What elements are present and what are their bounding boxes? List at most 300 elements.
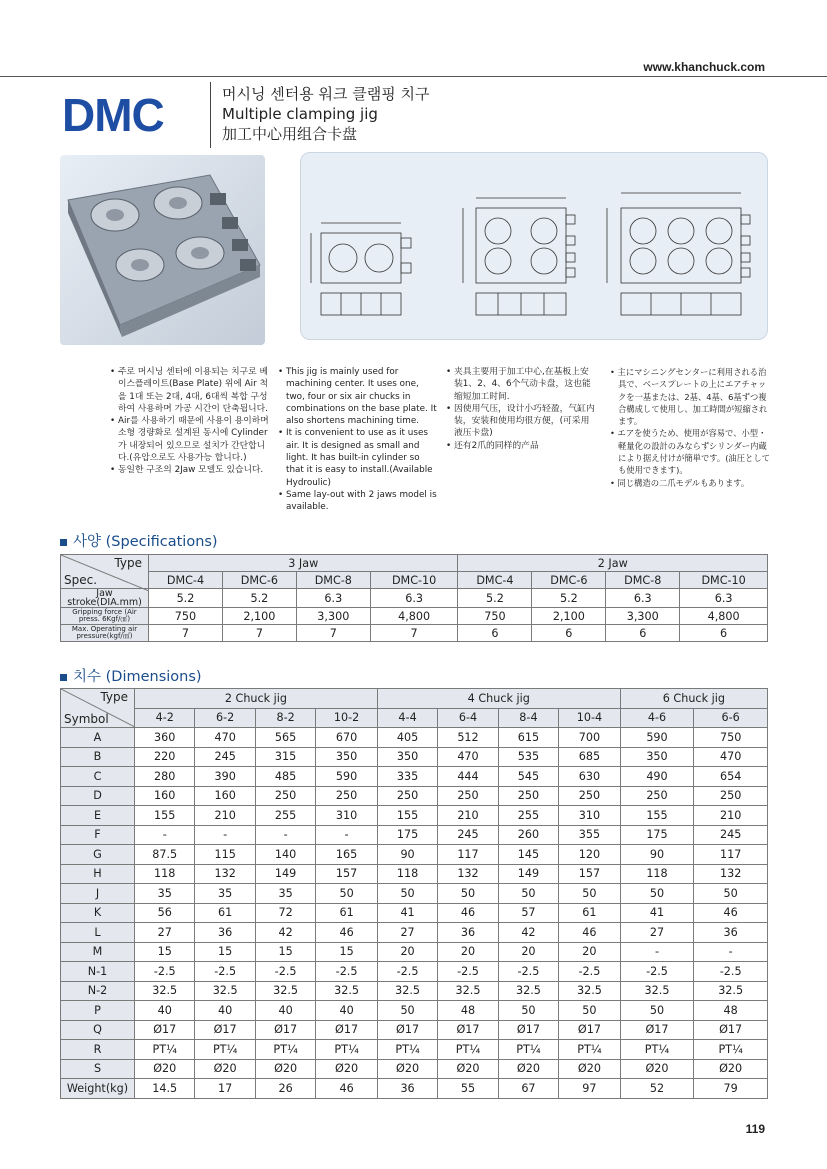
dim-row	[61, 864, 768, 884]
dim-cell: 35	[255, 884, 315, 904]
product-photo	[60, 155, 265, 345]
dim-model: 4-2	[135, 708, 195, 728]
dim-cell: Ø20	[316, 1059, 378, 1079]
dim-cell: 32.5	[438, 981, 498, 1001]
dim-cell: 32.5	[135, 981, 195, 1001]
spec-model: DMC-10	[680, 572, 768, 589]
dim-cell: 245	[694, 825, 768, 845]
spec-cell: 4,800	[680, 608, 768, 625]
dim-cell: 175	[377, 825, 437, 845]
dim-cell: 42	[255, 923, 315, 943]
spec-cell: 2,100	[222, 608, 296, 625]
dim-cell: 355	[559, 825, 621, 845]
bullet-text: 主にマシニングセンターに利用される治具で、ベースプレートの上にエアチャックを一基または、2基、4基、6基ずつ複合構成して使用し、加工時間が短縮されます。	[617, 367, 768, 427]
dim-row	[61, 728, 768, 748]
dim-cell: 56	[135, 903, 195, 923]
dim-cell: 61	[316, 903, 378, 923]
dim-corner-cell	[61, 689, 135, 728]
dim-cell: Ø20	[559, 1059, 621, 1079]
dim-cell: 79	[694, 1079, 768, 1099]
dim-cell: 48	[438, 1001, 498, 1021]
dim-row	[61, 806, 768, 826]
dim-symbol: Q	[61, 1020, 135, 1040]
dim-cell: 97	[559, 1079, 621, 1099]
dim-cell: 32.5	[620, 981, 694, 1001]
dim-cell: 40	[316, 1001, 378, 1021]
spec-cell: 4,800	[370, 608, 458, 625]
dim-cell: 32.5	[694, 981, 768, 1001]
dim-cell: 250	[620, 786, 694, 806]
dim-cell: PT¼	[620, 1040, 694, 1060]
dim-cell: 565	[255, 728, 315, 748]
dim-model-row	[61, 708, 768, 728]
dim-cell: 250	[694, 786, 768, 806]
spec-cell: 6	[532, 625, 606, 642]
dim-cell: -2.5	[195, 962, 255, 982]
dim-cell: 360	[135, 728, 195, 748]
dim-cell: 120	[559, 845, 621, 865]
dim-model: 10-4	[559, 708, 621, 728]
dim-row	[61, 923, 768, 943]
dim-cell: PT¼	[694, 1040, 768, 1060]
dim-cell: Ø17	[255, 1020, 315, 1040]
dim-cell: Ø20	[498, 1059, 558, 1079]
dim-cell: 255	[498, 806, 558, 826]
bullet-text: エアを使うため、使用が容易で、小型・軽量化の設計のみならずシリンダー内蔵により据え付けが簡単です。(油圧としても使用できます)。	[617, 428, 770, 476]
product-photo-illustration	[60, 155, 265, 345]
dim-cell: PT¼	[195, 1040, 255, 1060]
dim-cell: Ø17	[694, 1020, 768, 1040]
dim-cell: 50	[377, 1001, 437, 1021]
dim-cell: 46	[438, 903, 498, 923]
dim-model: 6-2	[195, 708, 255, 728]
dim-cell: -2.5	[255, 962, 315, 982]
dim-cell: 132	[195, 864, 255, 884]
dim-cell: 490	[620, 767, 694, 787]
heading-english: (Dimensions)	[105, 669, 202, 685]
dim-row	[61, 1020, 768, 1040]
dim-cell: 36	[377, 1079, 437, 1099]
dim-cell: 165	[316, 845, 378, 865]
dim-group-2chuck: 2 Chuck jig	[135, 689, 378, 709]
dim-cell: 50	[438, 884, 498, 904]
dim-row	[61, 1040, 768, 1060]
description-english	[278, 366, 438, 514]
dim-model: 4-4	[377, 708, 437, 728]
bullet-text: 주로 머시닝 센터에 이용되는 치구로 베이스플레이트(Base Plate) 위에 Air 척을 1대 또는 2대, 4대, 6대씩 복합 구성하여 사용하며 가공 시간이 단축됩니다.	[118, 367, 269, 414]
dim-cell: 20	[559, 942, 621, 962]
bullet-cn-3: • 还有2爪的同样的产品	[446, 440, 539, 451]
spec-cell: 750	[458, 608, 532, 625]
dim-cell: Ø17	[559, 1020, 621, 1040]
dim-cell: 132	[694, 864, 768, 884]
dim-cell: 55	[438, 1079, 498, 1099]
header-rule	[0, 76, 827, 77]
heading-korean: 사양	[73, 534, 102, 550]
dim-cell: 57	[498, 903, 558, 923]
dim-cell: 46	[559, 923, 621, 943]
dim-symbol: H	[61, 864, 135, 884]
bullet-text: 夹具主要用于加工中心,在基板上安装1、2、4、6个气动卡盘，这也能缩短加工时间.	[454, 367, 591, 402]
section-bullet-icon	[60, 539, 67, 546]
dim-cell: 46	[316, 923, 378, 943]
dim-cell: 36	[438, 923, 498, 943]
spec-cell: 6.3	[296, 589, 370, 608]
spec-cell: 5.2	[532, 589, 606, 608]
spec-cell: 5.2	[149, 589, 223, 608]
dim-row	[61, 767, 768, 787]
dim-cell: 50	[316, 884, 378, 904]
dim-cell: -2.5	[135, 962, 195, 982]
bullet-jp-3: • 同じ構造の二爪モデルもあります。	[610, 477, 750, 488]
dim-cell: PT¼	[498, 1040, 558, 1060]
dim-model: 6-4	[438, 708, 498, 728]
dim-cell: 250	[316, 786, 378, 806]
spec-row-label: Jaw stroke(DIA.mm)	[61, 589, 149, 608]
spec-corner-cell	[61, 555, 149, 589]
dim-cell: 41	[620, 903, 694, 923]
product-titles	[222, 84, 429, 144]
bullet-jp-1: • 主にマシニングセンターに利用される治具で、ベースプレートの上にエアチャックを一基または、2基、4基、6基ずつ複合構成して使用し、加工時間が短縮されます。	[610, 367, 768, 427]
spec-cell: 5.2	[458, 589, 532, 608]
dim-cell: 50	[559, 1001, 621, 1021]
dim-body	[61, 728, 768, 1099]
dim-cell: Ø17	[195, 1020, 255, 1040]
dim-symbol: Weight(kg)	[61, 1079, 135, 1099]
dim-cell: 27	[135, 923, 195, 943]
bullet-text: It is convenient to use as it uses air. It is designed as small and light. It has built-in cylinder so that it is easy to install.(Available Hydroulic)	[286, 428, 433, 488]
dim-cell: PT¼	[438, 1040, 498, 1060]
bullet-text: 还有2爪的同样的产品	[454, 440, 539, 451]
spec-body	[61, 589, 768, 642]
dim-cell: 40	[255, 1001, 315, 1021]
dim-cell: -2.5	[377, 962, 437, 982]
dim-cell: PT¼	[135, 1040, 195, 1060]
corner-type-label: Type	[100, 690, 128, 704]
dim-cell: 14.5	[135, 1079, 195, 1099]
spec-model: DMC-10	[370, 572, 458, 589]
dim-cell: 36	[694, 923, 768, 943]
dimensions-heading	[60, 665, 202, 686]
dim-cell: 149	[255, 864, 315, 884]
bullet-text: 因使用气压，设计小巧轻盈，气缸内装，安装和使用均很方便，(可采用液压卡盘)	[454, 403, 595, 439]
bullet-kr-3: • 동일한 구조의 2Jaw 모델도 있습니다.	[110, 465, 264, 476]
dim-cell: 15	[135, 942, 195, 962]
corner-spec-label: Spec.	[64, 573, 98, 587]
dim-cell: 145	[498, 845, 558, 865]
dim-symbol: R	[61, 1040, 135, 1060]
description-chinese	[446, 366, 596, 452]
dim-cell: 250	[377, 786, 437, 806]
corner-symbol-label: Symbol	[64, 712, 109, 726]
dim-cell: 32.5	[377, 981, 437, 1001]
dim-cell: 27	[620, 923, 694, 943]
dim-symbol: N-2	[61, 981, 135, 1001]
spec-cell: 3,300	[296, 608, 370, 625]
spec-model: DMC-6	[532, 572, 606, 589]
spec-group-3jaw: 3 Jaw	[149, 555, 458, 572]
dim-cell: 50	[559, 884, 621, 904]
bullet-kr-1: • 주로 머시닝 센터에 이용되는 치구로 베이스플레이트(Base Plate) 위에 Air 척을 1대 또는 2대, 4대, 6대씩 복합 구성하여 사용하며 가공 시간이 단축됩니다.	[110, 367, 269, 414]
spec-row	[61, 625, 768, 642]
dim-cell: 310	[559, 806, 621, 826]
title-chinese: 加工中心用组合卡盘	[222, 125, 358, 143]
dim-cell: 35	[135, 884, 195, 904]
dim-cell: Ø17	[377, 1020, 437, 1040]
dim-cell: 50	[620, 884, 694, 904]
heading-english: (Specifications)	[105, 534, 218, 550]
dim-cell: 52	[620, 1079, 694, 1099]
dim-cell: 118	[620, 864, 694, 884]
spec-cell: 7	[149, 625, 223, 642]
dim-cell: -	[620, 942, 694, 962]
dim-cell: 17	[195, 1079, 255, 1099]
dim-cell: 90	[620, 845, 694, 865]
dim-cell: 118	[135, 864, 195, 884]
dim-cell: 50	[694, 884, 768, 904]
bullet-text: Air를 사용하기 때문에 사용이 용이하며 소형 경량화로 설계된 동시에 Cylinder가 내장되어 있으므로 설치가 간단합니다.(유압으로도 사용가능 합니다.)	[118, 416, 269, 464]
dim-cell: 72	[255, 903, 315, 923]
page-number: 119	[745, 1122, 765, 1136]
dim-cell: 40	[135, 1001, 195, 1021]
heading-korean: 치수	[73, 669, 102, 685]
dim-cell: 115	[195, 845, 255, 865]
bullet-kr-2: • Air를 사용하기 때문에 사용이 용이하며 소형 경량화로 설계된 동시에 Cylinder가 내장되어 있으므로 설치가 간단합니다.(유압으로도 사용가능 합니다.)	[110, 416, 269, 464]
dim-cell: -2.5	[559, 962, 621, 982]
dim-cell: 210	[438, 806, 498, 826]
dim-row	[61, 981, 768, 1001]
dim-row	[61, 1001, 768, 1021]
spec-cell: 6.3	[680, 589, 768, 608]
dim-cell: Ø17	[438, 1020, 498, 1040]
dim-cell: 32.5	[316, 981, 378, 1001]
bullet-jp-2: • エアを使うため、使用が容易で、小型・軽量化の設計のみならずシリンダー内蔵により据え付けが簡単です。(油圧としても使用できます)。	[610, 428, 770, 476]
spec-cell: 7	[296, 625, 370, 642]
bullet-en-2: • It is convenient to use as it uses air. It is designed as small and light. It has built-in cylinder so that it is easy to install.(Available Hydroulic)	[278, 428, 433, 488]
dim-cell: 48	[694, 1001, 768, 1021]
dim-cell: 630	[559, 767, 621, 787]
spec-cell: 6.3	[606, 589, 680, 608]
dim-cell: 26	[255, 1079, 315, 1099]
spec-cell: 6	[680, 625, 768, 642]
spec-cell: 750	[149, 608, 223, 625]
dim-cell: Ø17	[135, 1020, 195, 1040]
dim-cell: 245	[195, 747, 255, 767]
spec-row	[61, 589, 768, 608]
dim-group-6chuck: 6 Chuck jig	[620, 689, 767, 709]
specifications-heading	[60, 530, 218, 551]
dim-cell: 50	[620, 1001, 694, 1021]
dim-cell: -	[316, 825, 378, 845]
dim-cell: 157	[559, 864, 621, 884]
dim-cell: 470	[694, 747, 768, 767]
dim-cell: 50	[377, 884, 437, 904]
title-english: Multiple clamping jig	[222, 105, 378, 123]
spec-row	[61, 608, 768, 625]
spec-cell: 3,300	[606, 608, 680, 625]
spec-cell: 6.3	[370, 589, 458, 608]
dim-cell: 250	[498, 786, 558, 806]
dim-cell: 590	[620, 728, 694, 748]
spec-group-2jaw: 2 Jaw	[458, 555, 768, 572]
dim-symbol: B	[61, 747, 135, 767]
dim-cell: 32.5	[559, 981, 621, 1001]
dim-cell: 350	[620, 747, 694, 767]
dim-cell: 155	[377, 806, 437, 826]
dim-cell: -	[195, 825, 255, 845]
dim-cell: -2.5	[498, 962, 558, 982]
dim-cell: 149	[498, 864, 558, 884]
dim-cell: 140	[255, 845, 315, 865]
dim-cell: 444	[438, 767, 498, 787]
dim-cell: 157	[316, 864, 378, 884]
dim-cell: 117	[438, 845, 498, 865]
dim-cell: 46	[316, 1079, 378, 1099]
product-logo: DMC	[62, 89, 164, 141]
dim-cell: 35	[195, 884, 255, 904]
dim-cell: -2.5	[620, 962, 694, 982]
dimensions-table	[60, 688, 768, 1099]
dim-cell: 61	[195, 903, 255, 923]
spec-row-label: Max. Operating air pressure(kgf/㎠)	[61, 625, 149, 642]
dim-cell: 117	[694, 845, 768, 865]
dim-symbol: L	[61, 923, 135, 943]
dim-cell: 160	[135, 786, 195, 806]
dim-cell: 42	[498, 923, 558, 943]
dim-symbol: J	[61, 884, 135, 904]
dim-cell: 32.5	[255, 981, 315, 1001]
dim-cell: 470	[195, 728, 255, 748]
dim-symbol: S	[61, 1059, 135, 1079]
dim-model: 4-6	[620, 708, 694, 728]
dim-cell: 40	[195, 1001, 255, 1021]
dim-cell: 118	[377, 864, 437, 884]
dim-cell: Ø20	[255, 1059, 315, 1079]
spec-cell: 6	[458, 625, 532, 642]
dim-cell: 155	[135, 806, 195, 826]
dim-cell: 590	[316, 767, 378, 787]
dim-symbol: M	[61, 942, 135, 962]
dim-cell: -2.5	[438, 962, 498, 982]
title-divider	[210, 82, 211, 148]
bullet-text: 同じ構造の二爪モデルもあります。	[617, 477, 750, 488]
dim-cell: PT¼	[255, 1040, 315, 1060]
dim-cell: PT¼	[316, 1040, 378, 1060]
dim-symbol: P	[61, 1001, 135, 1021]
dim-cell: -	[694, 942, 768, 962]
spec-cell: 5.2	[222, 589, 296, 608]
spec-cell: 7	[370, 625, 458, 642]
dim-cell: 315	[255, 747, 315, 767]
dim-symbol: A	[61, 728, 135, 748]
website-url[interactable]: www.khanchuck.com	[643, 60, 765, 74]
dim-model: 8-4	[498, 708, 558, 728]
bullet-en-1: • This jig is mainly used for machining center. It uses one, two, four or six air chucks in combinations on the base plate. It also shortens machining time.	[278, 367, 437, 427]
dim-cell: 20	[377, 942, 437, 962]
dim-group-4chuck: 4 Chuck jig	[377, 689, 620, 709]
bullet-cn-2: • 因使用气压，设计小巧轻盈，气缸内装，安装和使用均很方便，(可采用液压卡盘)	[446, 403, 595, 439]
dim-cell: 61	[559, 903, 621, 923]
dim-cell: -	[255, 825, 315, 845]
dim-cell: 160	[195, 786, 255, 806]
dim-cell: 245	[438, 825, 498, 845]
dim-cell: 41	[377, 903, 437, 923]
dim-row	[61, 942, 768, 962]
dim-cell: 685	[559, 747, 621, 767]
spec-model: DMC-8	[606, 572, 680, 589]
dim-symbol: E	[61, 806, 135, 826]
dimension-drawings	[301, 153, 768, 340]
dim-symbol: C	[61, 767, 135, 787]
dim-cell: PT¼	[559, 1040, 621, 1060]
spec-row-label: Gripping force (Air press. 6Kgf/㎠)	[61, 608, 149, 625]
dim-cell: 210	[694, 806, 768, 826]
dim-cell: 260	[498, 825, 558, 845]
dim-cell: 255	[255, 806, 315, 826]
dim-cell: Ø17	[620, 1020, 694, 1040]
dim-cell: 250	[559, 786, 621, 806]
dim-symbol: F	[61, 825, 135, 845]
dim-row	[61, 825, 768, 845]
dim-cell: 535	[498, 747, 558, 767]
section-bullet-icon	[60, 674, 67, 681]
dim-cell: Ø20	[135, 1059, 195, 1079]
dim-cell: 155	[620, 806, 694, 826]
dim-cell: Ø17	[316, 1020, 378, 1040]
dim-cell: 470	[438, 747, 498, 767]
dim-cell: 335	[377, 767, 437, 787]
spec-model: DMC-4	[149, 572, 223, 589]
dim-cell: 132	[438, 864, 498, 884]
dim-model: 6-6	[694, 708, 768, 728]
dim-cell: 750	[694, 728, 768, 748]
spec-model: DMC-6	[222, 572, 296, 589]
dim-cell: 545	[498, 767, 558, 787]
dim-cell: Ø20	[438, 1059, 498, 1079]
description-japanese	[610, 366, 770, 489]
spec-cell: 7	[222, 625, 296, 642]
dim-cell: 615	[498, 728, 558, 748]
dim-row	[61, 845, 768, 865]
dim-cell: 67	[498, 1079, 558, 1099]
dim-cell: 350	[316, 747, 378, 767]
dim-cell: 27	[377, 923, 437, 943]
dim-cell: 250	[255, 786, 315, 806]
dim-row	[61, 962, 768, 982]
dim-cell: 654	[694, 767, 768, 787]
dim-cell: 210	[195, 806, 255, 826]
dim-cell: 15	[195, 942, 255, 962]
dim-symbol: K	[61, 903, 135, 923]
dim-cell: 20	[438, 942, 498, 962]
dim-cell: Ø20	[377, 1059, 437, 1079]
dim-cell: 390	[195, 767, 255, 787]
dim-cell: 20	[498, 942, 558, 962]
dim-symbol: D	[61, 786, 135, 806]
dim-row	[61, 1059, 768, 1079]
dim-row	[61, 884, 768, 904]
dim-cell: 36	[195, 923, 255, 943]
bullet-text: This jig is mainly used for machining center. It uses one, two, four or six air chucks in combinations on the base plate. It also shortens machining time.	[286, 367, 437, 427]
dim-cell: 15	[255, 942, 315, 962]
dim-model: 10-2	[316, 708, 378, 728]
dim-cell: 87.5	[135, 845, 195, 865]
dim-cell: 485	[255, 767, 315, 787]
spec-model: DMC-4	[458, 572, 532, 589]
dim-cell: -2.5	[694, 962, 768, 982]
dim-cell: 250	[438, 786, 498, 806]
spec-model-row	[61, 572, 768, 589]
